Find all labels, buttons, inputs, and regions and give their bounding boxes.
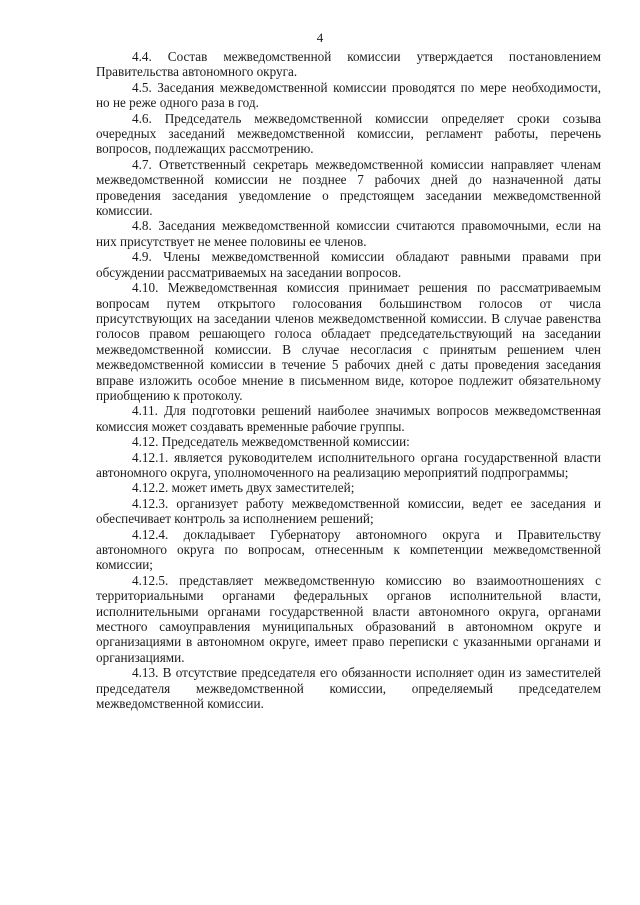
paragraph-4-5: 4.5. Заседания межведомственной комиссии проводятся по мере необходимости, но не реже одного раза в год.: [96, 79, 601, 111]
paragraph-4-12-3: 4.12.3. организует работу межведомственной комиссии, ведет ее заседания и обеспечивает контроль за исполнением решений;: [96, 495, 601, 527]
paragraph-4-13: 4.13. В отсутствие председателя его обязанности исполняет один из заместителей председателя межведомственной комиссии, определяемый председателем межведомственной комиссии.: [96, 665, 601, 712]
paragraph-4-12-2: 4.12.2. может иметь двух заместителей;: [132, 480, 355, 496]
paragraph-4-7: 4.7. Ответственный секретарь межведомственной комиссии направляет членам межведомственной комиссии не позднее 7 рабочих дней до назначенной даты проведения заседания уведомление о предстоящем заседании межведомственной комиссии.: [96, 156, 601, 219]
paragraph-4-12: 4.12. Председатель межведомственной комиссии:: [132, 434, 410, 450]
page-number: 4: [316, 30, 324, 45]
paragraph-4-10: 4.10. Межведомственная комиссия принимает решения по рассматриваемым вопросам путем открытого голосования большинством голосов от числа присутствующих на заседании членов межведомственной комиссии. В случае равенства голосов правом решающего голоса обладает председательствующий на заседании межведомственной комиссии. В случае несогласия с принятым решением член межведомственной комиссии в течение 5 рабочих дней с даты проведения заседания вправе изложить особое мнение в письменном виде, которое подлежит обязательному приобщению к протоколу.: [96, 280, 601, 403]
paragraph-4-11: 4.11. Для подготовки решений наиболее значимых вопросов межведомственная комиссия может создавать временные рабочие группы.: [96, 403, 601, 434]
paragraph-4-6: 4.6. Председатель межведомственной комиссии определяет сроки созыва очередных заседаний межведомственной комиссии, регламент работы, перечень вопросов, подлежащих рассмотрению.: [96, 110, 601, 157]
paragraph-4-12-1: 4.12.1. является руководителем исполнительного органа государственной власти автономного округа, уполномоченного на реализацию мероприятий подпрограммы;: [96, 449, 601, 480]
document-body: [96, 49, 601, 711]
paragraph-4-8: 4.8. Заседания межведомственной комиссии считаются правомочными, если на них присутствует не менее половины ее членов.: [96, 218, 601, 249]
paragraph-4-12-4: 4.12.4. докладывает Губернатору автономного округа и Правительству автономного округа по вопросам, отнесенным к компетенции межведомственной комиссии;: [96, 526, 601, 573]
paragraph-4-12-5: 4.12.5. представляет межведомственную комиссию во взаимоотношениях с территориальными органами федеральных органов исполнительной власти, исполнительными органами государственной власти автономного округа, органами местного самоуправления муниципальных образований в автономном округе и организациями в автономном округе, имеет право переписки с указанными органами и организациями.: [96, 572, 601, 665]
paragraph-4-9: 4.9. Члены межведомственной комиссии обладают равными правами при обсуждении рассматриваемых на заседании вопросов.: [96, 249, 601, 280]
paragraph-4-4: 4.4. Состав межведомственной комиссии утверждается постановлением Правительства автономного округа.: [96, 49, 601, 80]
